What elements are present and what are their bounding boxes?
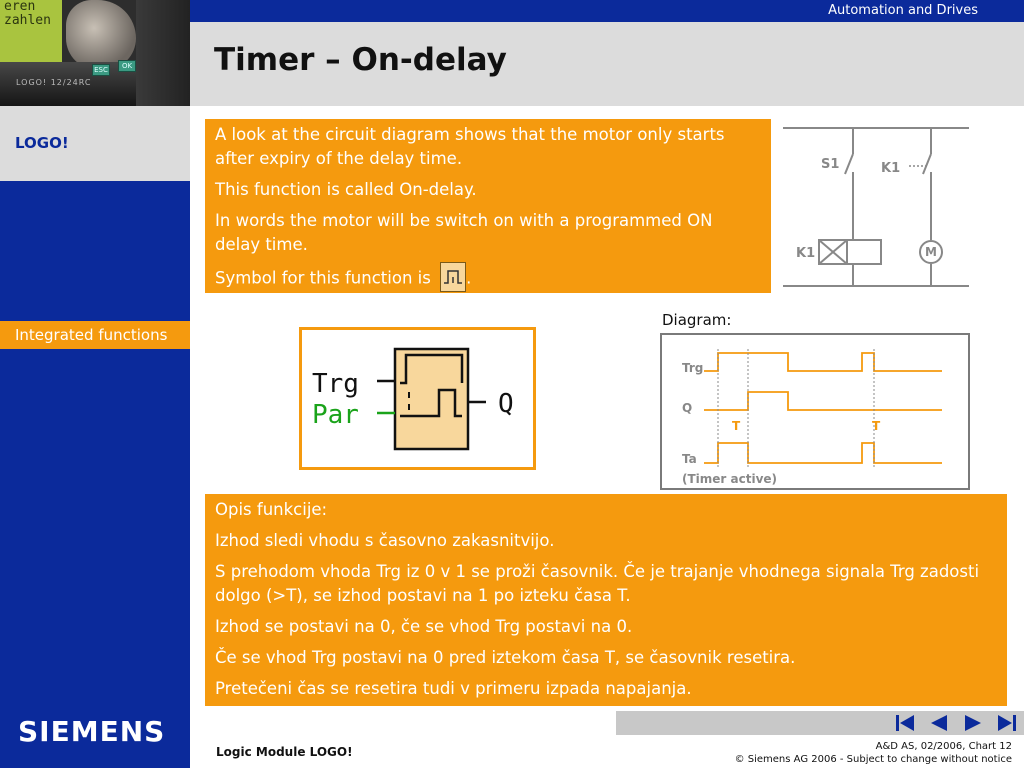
intro-paragraph-1: A look at the circuit diagram shows that the motor only starts after expiry of the delay time. <box>215 125 725 168</box>
description-paragraph-2: S prehodom vhoda Trg iz 0 v 1 se proži časovnik. Če je trajanje vhodnega signala Trg zadosti dolgo (>T), se izhod postavi na 1 po izteku časa T. <box>215 562 980 605</box>
slide-navigation-bar <box>616 711 1024 735</box>
footer-copyright: © Siemens AG 2006 - Subject to change without notice <box>734 754 1012 765</box>
input-trg-label: Trg <box>312 369 359 399</box>
circuit-label-s1: S1 <box>821 157 840 172</box>
device-label: LOGO! 12/24RC <box>16 78 92 87</box>
top-bar <box>190 0 1024 22</box>
description-paragraph-4: Če se vhod Trg postavi na 0 pred iztekom časa T, se časovnik resetira. <box>215 648 796 667</box>
description-paragraph-3: Izhod se postavi na 0, če se vhod Trg postavi na 0. <box>215 617 633 636</box>
sidebar-product <box>0 106 190 181</box>
function-block-frame <box>299 327 536 470</box>
circuit-label-k1-contact: K1 <box>881 161 901 176</box>
section-label: Automation and Drives <box>828 3 978 18</box>
circuit-diagram <box>783 124 973 290</box>
delay-label-1: T <box>732 419 741 433</box>
intro-paragraph-2: This function is called On-delay. <box>215 180 477 199</box>
last-slide-icon[interactable] <box>996 713 1018 733</box>
header-device-image <box>0 0 190 106</box>
device-button-esc: ESC <box>92 64 110 76</box>
delay-label-2: T <box>872 419 881 433</box>
description-text-box <box>205 494 1007 706</box>
input-par-label: Par <box>312 400 359 430</box>
lcd-text-line-1: eren <box>4 0 36 14</box>
sidebar-item-label: Integrated functions <box>15 326 168 344</box>
device-button-ok: OK <box>118 60 136 72</box>
sidebar-item-integrated-functions[interactable] <box>0 321 190 349</box>
device-lcd-display <box>0 0 62 62</box>
diagram-title: Diagram: <box>662 311 732 329</box>
left-sidebar <box>0 106 190 768</box>
output-q-label: Q <box>498 389 514 419</box>
header-image-shade <box>136 0 190 106</box>
timing-diagram-frame <box>660 333 970 490</box>
signal-label-trg: Trg <box>682 361 704 375</box>
signal-label-ta: Ta <box>682 452 697 466</box>
intro-paragraph-4 <box>215 264 761 294</box>
symbol-prefix-text: Symbol for this function is <box>215 268 431 288</box>
page-title: Timer – On-delay <box>214 42 507 78</box>
title-bar <box>190 22 1024 106</box>
description-paragraph-1: Izhod sledi vhodu s časovno zakasnitvijo. <box>215 531 555 550</box>
footer-info <box>735 740 1012 766</box>
on-delay-symbol-icon <box>440 262 466 292</box>
on-delay-function-block <box>302 330 533 467</box>
circuit-label-k1-coil: K1 <box>796 246 816 261</box>
intro-text-box <box>205 119 771 293</box>
lcd-text-line-2: zahlen <box>4 13 51 28</box>
first-slide-icon[interactable] <box>894 713 916 733</box>
symbol-suffix-text: . <box>466 268 472 288</box>
description-heading: Opis funkcije: <box>215 500 328 519</box>
circuit-label-motor: M <box>925 245 937 259</box>
next-slide-icon[interactable] <box>962 713 984 733</box>
sidebar-product-label: LOGO! <box>15 134 69 152</box>
description-paragraph-5: Pretečeni čas se resetira tudi v primeru izpada napajanja. <box>215 679 692 698</box>
siemens-logo: SIEMENS <box>18 715 166 748</box>
timing-diagram <box>662 335 968 488</box>
timer-active-note: (Timer active) <box>682 472 778 486</box>
footer-chart-info: A&D AS, 02/2006, Chart 12 <box>875 741 1012 752</box>
signal-label-q: Q <box>682 401 693 415</box>
intro-paragraph-3: In words the motor will be switch on with a programmed ON delay time. <box>215 211 713 254</box>
footer-module-name: Logic Module LOGO! <box>216 745 353 759</box>
previous-slide-icon[interactable] <box>928 713 950 733</box>
